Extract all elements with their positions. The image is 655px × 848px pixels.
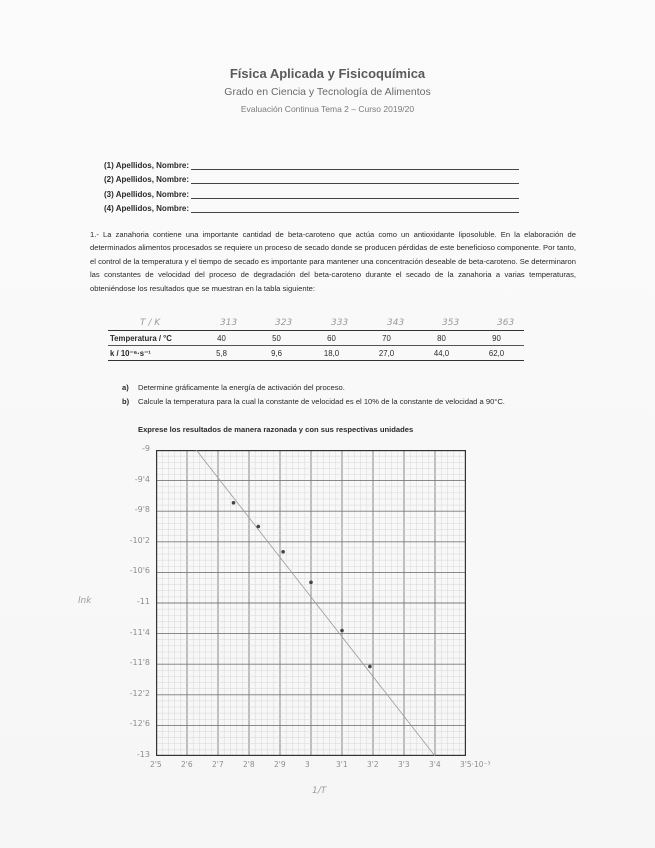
- table-cell: 44,0: [414, 346, 469, 361]
- table-cell: 5,8: [194, 346, 249, 361]
- y-tick-label: -11'8: [129, 658, 150, 668]
- table-cell: 27,0: [359, 346, 414, 361]
- y-axis-label: lnk: [78, 596, 92, 606]
- x-tick-label: 3'5·10⁻³: [460, 760, 491, 769]
- name-line: [191, 189, 519, 199]
- course-line: Evaluación Continua Tema 2 – Curso 2019/20: [240, 104, 415, 114]
- handwritten-kelvin: 323: [275, 318, 293, 328]
- x-tick-label: 2'7: [212, 760, 224, 769]
- table-cell: 80: [414, 331, 469, 346]
- y-tick-label: -11'4: [129, 627, 150, 637]
- name-line: [191, 203, 519, 213]
- name-line: [191, 174, 519, 184]
- page-title: Física Aplicada y Fisicoquímica: [229, 66, 426, 81]
- data-point: [257, 525, 261, 529]
- name-line: [191, 160, 519, 170]
- table-row: [108, 331, 524, 346]
- page-subtitle: Grado en Ciencia y Tecnología de Alimentos: [224, 86, 431, 98]
- x-tick-label: 3'4: [429, 760, 441, 769]
- table-cell: 70: [359, 331, 414, 346]
- name-field-3[interactable]: (3) Apellidos, Nombre:: [104, 184, 519, 199]
- x-tick-label: 2'8: [243, 760, 255, 769]
- y-tick-label: -13: [136, 750, 150, 759]
- handwritten-kelvin: 343: [387, 318, 405, 328]
- question-a: a) Determine gráficamente la energía de activación del proceso.: [122, 383, 345, 392]
- name-field-4[interactable]: (4) Apellidos, Nombre:: [104, 199, 519, 214]
- data-point: [368, 665, 372, 669]
- table-cell: 18,0: [304, 346, 359, 361]
- y-tick-label: -12'2: [129, 688, 150, 698]
- data-table: [108, 330, 524, 361]
- x-tick-label: 2'6: [181, 760, 193, 769]
- handwritten-tk-label: T / K: [140, 318, 161, 328]
- name-fields: [104, 155, 519, 213]
- x-tick-label: 3: [305, 760, 310, 769]
- name-field-1[interactable]: (1) Apellidos, Nombre:: [104, 155, 519, 170]
- table-cell: 90: [469, 331, 524, 346]
- name-field-2[interactable]: (2) Apellidos, Nombre:: [104, 170, 519, 185]
- table-cell: 60: [304, 331, 359, 346]
- y-tick-label: -11: [136, 597, 150, 606]
- row-label: k / 10⁻⁶·s⁻¹: [108, 346, 194, 361]
- x-tick-label: 3'2: [367, 760, 379, 769]
- y-tick-label: -10'6: [129, 566, 150, 576]
- y-tick-label: -9'4: [134, 474, 150, 484]
- data-point: [309, 581, 313, 585]
- table-cell: 40: [194, 331, 249, 346]
- instruction-note: Exprese los resultados de manera razonada y con sus respectivas unidades: [138, 425, 414, 434]
- graph-paper: [156, 450, 466, 756]
- handwritten-kelvin: 363: [497, 318, 515, 328]
- x-tick-label: 3'1: [336, 760, 348, 769]
- y-tick-label: -9: [142, 444, 150, 453]
- y-tick-label: -12'6: [129, 719, 150, 729]
- table-cell: 9,6: [249, 346, 304, 361]
- table-cell: 50: [249, 331, 304, 346]
- handwritten-kelvin: 353: [442, 318, 460, 328]
- data-point: [340, 629, 344, 633]
- row-label: Temperatura / °C: [108, 331, 194, 346]
- data-point: [232, 501, 236, 505]
- handwritten-kelvin: 313: [220, 318, 238, 328]
- x-tick-label: 2'9: [274, 760, 286, 769]
- y-tick-label: -9'8: [134, 505, 150, 515]
- x-tick-label: 3'3: [398, 760, 410, 769]
- data-point: [281, 550, 285, 554]
- y-tick-label: -10'2: [129, 535, 150, 545]
- problem-text: 1.- La zanahoria contiene una importante cantidad de beta-caroteno que actúa como un antioxidante liposoluble. En la elaboración de determinados alimentos procesados se requiere un proceso de secado donde se producen pérdidas de este beneficioso componente. Por tanto, el control de la temperatura y el tiempo de secado es importante para mantener una concentración deseable de beta-caroteno. Se determinaron las constantes de velocidad del proceso de degradación del beta-caroteno durante el secado de la zanahoria a varias temperaturas, obteniéndose los resultados que se muestran en la tabla siguiente:: [90, 230, 576, 293]
- table-cell: 62,0: [469, 346, 524, 361]
- table-row: [108, 346, 524, 361]
- handwritten-kelvin: 333: [331, 318, 349, 328]
- x-tick-label: 2'5: [150, 760, 162, 769]
- question-b: b) Calcule la temperatura para la cual la constante de velocidad es el 10% de la constante de velocidad a 90°C.: [122, 397, 505, 406]
- x-axis-label: 1/T: [312, 786, 327, 796]
